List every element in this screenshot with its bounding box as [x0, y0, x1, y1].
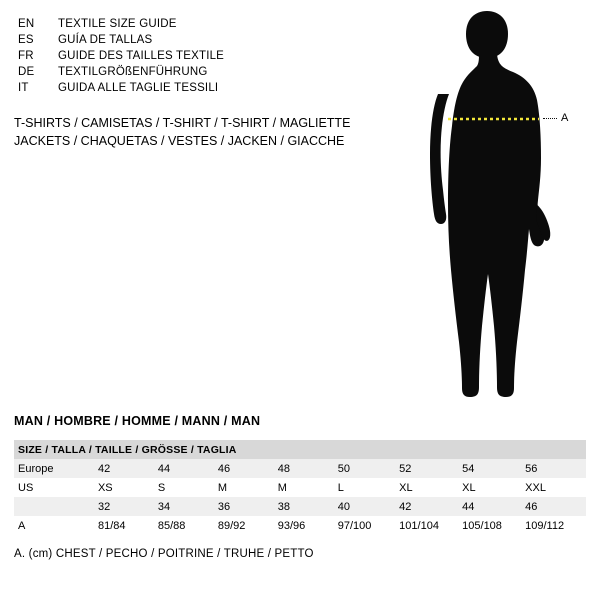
- cell-us-6: XL: [460, 478, 523, 497]
- language-text-de: TEXTILGRÖßENFÜHRUNG: [58, 66, 208, 78]
- cell-us-5: XL: [397, 478, 460, 497]
- cell-a-7: 109/112: [523, 516, 586, 535]
- cell-us-1: S: [156, 478, 216, 497]
- category-line-jackets: JACKETS / CHAQUETAS / VESTES / JACKEN / GIACCHE: [14, 134, 345, 148]
- cell-us-3: M: [276, 478, 336, 497]
- cell-europe-7: 56: [523, 459, 586, 478]
- cell-europe-4: 50: [336, 459, 397, 478]
- footnote-chest-measure: A. (cm) CHEST / PECHO / POITRINE / TRUHE / PETTO: [14, 548, 314, 560]
- language-text-es: GUÍA DE TALLAS: [58, 34, 153, 46]
- table-row: [14, 497, 586, 516]
- cell-numeric-5: 42: [397, 497, 460, 516]
- cell-a-5: 101/104: [397, 516, 460, 535]
- language-code-it: IT: [18, 82, 29, 94]
- cell-europe-1: 44: [156, 459, 216, 478]
- table-row: [14, 516, 586, 535]
- language-row-it: [18, 82, 398, 98]
- language-text-it: GUIDA ALLE TAGLIE TESSILI: [58, 82, 219, 94]
- language-row-es: [18, 34, 398, 50]
- language-header-block: [18, 18, 398, 98]
- row-label-a: A: [14, 516, 96, 535]
- cell-a-6: 105/108: [460, 516, 523, 535]
- cell-a-0: 81/84: [96, 516, 156, 535]
- cell-a-4: 97/100: [336, 516, 397, 535]
- language-code-fr: FR: [18, 50, 34, 62]
- cell-us-4: L: [336, 478, 397, 497]
- cell-numeric-3: 38: [276, 497, 336, 516]
- language-row-fr: [18, 50, 398, 66]
- cell-numeric-1: 34: [156, 497, 216, 516]
- table-row: [14, 459, 586, 478]
- cell-us-0: XS: [96, 478, 156, 497]
- male-silhouette-figure: [405, 8, 595, 408]
- cell-europe-0: 42: [96, 459, 156, 478]
- cell-a-1: 85/88: [156, 516, 216, 535]
- cell-numeric-7: 46: [523, 497, 586, 516]
- cell-a-2: 89/92: [216, 516, 276, 535]
- row-label-numeric: [14, 497, 96, 516]
- language-row-de: [18, 66, 398, 82]
- measure-label-a: A: [561, 112, 569, 124]
- cell-europe-6: 54: [460, 459, 523, 478]
- cell-numeric-4: 40: [336, 497, 397, 516]
- language-text-en: TEXTILE SIZE GUIDE: [58, 18, 177, 30]
- language-code-es: ES: [18, 34, 34, 46]
- cell-europe-5: 52: [397, 459, 460, 478]
- cell-numeric-6: 44: [460, 497, 523, 516]
- table-title: MAN / HOMBRE / HOMME / MANN / MAN: [14, 414, 261, 428]
- cell-europe-2: 46: [216, 459, 276, 478]
- cell-numeric-0: 32: [96, 497, 156, 516]
- cell-numeric-2: 36: [216, 497, 276, 516]
- language-row-en: [18, 18, 398, 34]
- language-text-fr: GUIDE DES TAILLES TEXTILE: [58, 50, 225, 62]
- table-row: [14, 478, 586, 497]
- cell-us-2: M: [216, 478, 276, 497]
- table-header-label: SIZE / TALLA / TAILLE / GRÖSSE / TAGLIA: [14, 440, 586, 459]
- cell-a-3: 93/96: [276, 516, 336, 535]
- category-block: [14, 114, 414, 150]
- language-code-de: DE: [18, 66, 35, 78]
- language-code-en: EN: [18, 18, 35, 30]
- cell-us-7: XXL: [523, 478, 586, 497]
- cell-europe-3: 48: [276, 459, 336, 478]
- measure-leader-dots: [543, 118, 557, 119]
- row-label-europe: Europe: [14, 459, 96, 478]
- size-table: [14, 440, 586, 535]
- table-header-row: [14, 440, 586, 459]
- row-label-us: US: [14, 478, 96, 497]
- silhouette-icon: [405, 8, 595, 408]
- category-line-tshirts: T-SHIRTS / CAMISETAS / T-SHIRT / T-SHIRT / MAGLIETTE: [14, 116, 351, 130]
